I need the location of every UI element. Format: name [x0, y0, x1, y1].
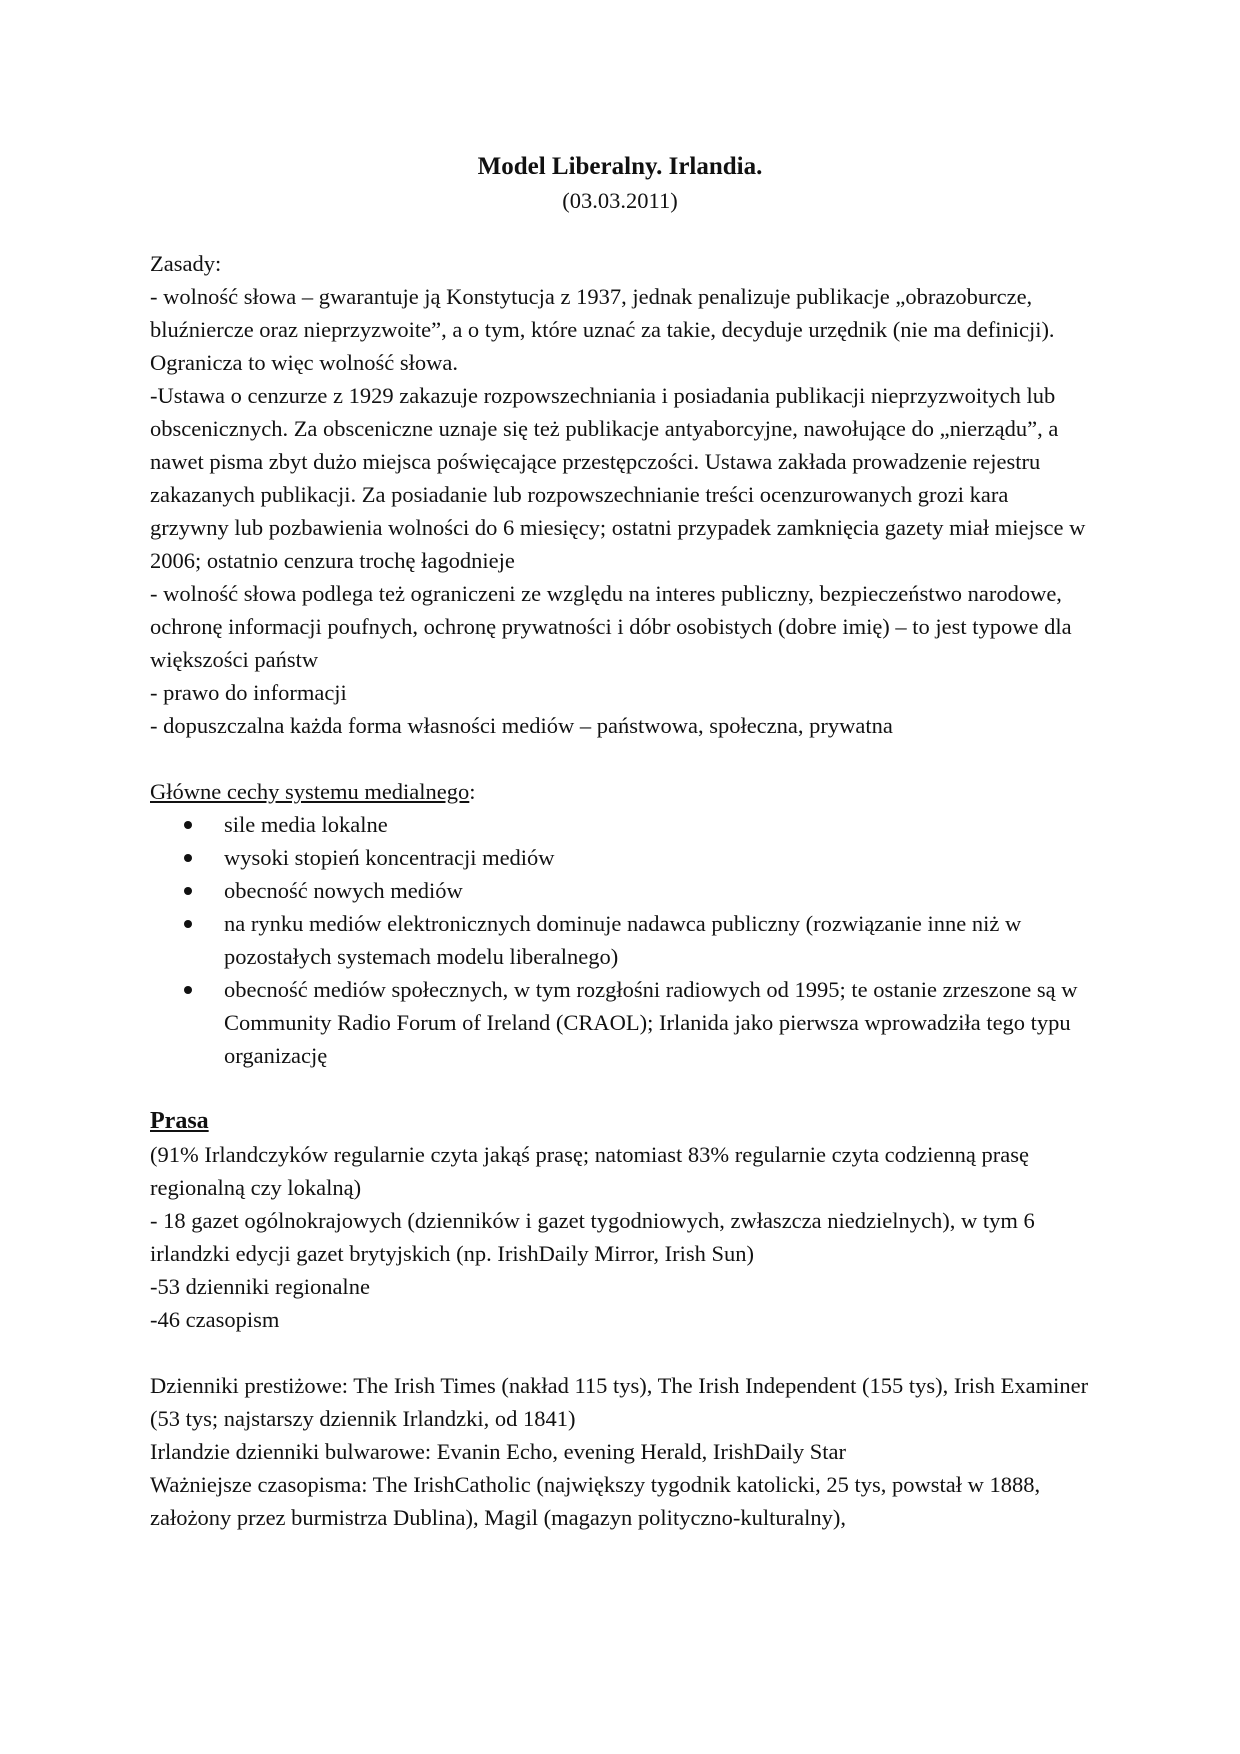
- prasa-line: -46 czasopism: [150, 1307, 280, 1332]
- document-date: (03.03.2011): [562, 188, 678, 213]
- prasa-line: (91% Irlandczyków regularnie czyta jakąś prasę; natomiast 83% regularnie czyta codzienną prasę regionalną czy lokalną): [150, 1142, 1029, 1200]
- cechy-heading-text: Główne cechy systemu medialnego: [150, 779, 470, 804]
- zasady-line: -Ustawa o cenzurze z 1929 zakazuje rozpowszechniania i posiadania publikacji nieprzyzwoitych lub obscenicznych. Za obsceniczne uznaje się też publikacje antyaborcyjne, nawołujące do „nierządu”, a nawet pisma zbyt dużo miejsca poświęcające przestępczości. Ustawa zakłada prowadzenie rejestru zakazanych publikacji. Za posiadanie lub rozpowszechnianie treści ocenzurowanych grozi kara grzywny lub pozbawienia wolności do 6 miesięcy; ostatni przypadek zamknięcia gazety miał miejsce w 2006; ostatnio cenzura trochę łagodnieje: [150, 383, 1086, 573]
- zasady-line: - wolność słowa podlega też ograniczeni ze względu na interes publiczny, bezpieczeństwo narodowe, ochronę informacji poufnych, ochronę prywatności i dóbr osobistych (dobre imię) – to jest typowe dla większości państw: [150, 581, 1072, 672]
- list-item: obecność mediów społecznych, w tym rozgłośni radiowych od 1995; te ostanie zrzeszone są w Community Radio Forum of Ireland (CRAOL); Irlanida jako pierwsza wprowadziła tego typu organizację: [224, 973, 1090, 1072]
- prasa-line: - 18 gazet ogólnokrajowych (dzienników i gazet tygodniowych, zwłaszcza niedzielnych), w tym 6 irlandzki edycji gazet brytyjskich (np. IrishDaily Mirror, Irish Sun): [150, 1208, 1035, 1266]
- spacer: [150, 742, 1090, 775]
- zasady-heading: Zasady:: [150, 251, 222, 276]
- cechy-section: [150, 775, 1090, 1072]
- spacer: [150, 1072, 1090, 1105]
- dzienniki-line: Irlandzie dzienniki bulwarowe: Evanin Echo, evening Herald, IrishDaily Star: [150, 1439, 847, 1464]
- list-item: obecność nowych mediów: [224, 874, 1090, 907]
- cechy-heading-colon: :: [469, 779, 476, 804]
- document-title: Model Liberalny. Irlandia.: [477, 153, 763, 180]
- document-page: [150, 150, 1090, 1534]
- cechy-heading: [150, 775, 1090, 808]
- zasady-line: - prawo do informacji: [150, 680, 347, 705]
- spacer: [150, 1336, 1090, 1369]
- prasa-section: [150, 1105, 1090, 1534]
- dzienniki-line: Dzienniki prestiżowe: The Irish Times (nakład 115 tys), The Irish Independent (155 tys), Irish Examiner (53 tys; najstarszy dziennik Irlandzki, od 1841): [150, 1373, 1089, 1431]
- prasa-line: -53 dzienniki regionalne: [150, 1274, 370, 1299]
- prasa-heading: Prasa: [150, 1108, 209, 1134]
- zasady-line: - wolność słowa – gwarantuje ją Konstytucja z 1937, jednak penalizuje publikacje „obrazoburcze, bluźniercze oraz nieprzyzwoite”, a o tym, które uznać za takie, decyduje urzędnik (nie ma definicji). Ogranicza to więc wolność słowa.: [150, 284, 1055, 375]
- list-item: wysoki stopień koncentracji mediów: [224, 841, 1090, 874]
- list-item: sile media lokalne: [224, 808, 1090, 841]
- list-item: na rynku mediów elektronicznych dominuje nadawca publiczny (rozwiązanie inne niż w pozostałych systemach modelu liberalnego): [224, 907, 1090, 973]
- zasady-section: [150, 247, 1090, 742]
- dzienniki-line: Ważniejsze czasopisma: The IrishCatholic (największy tygodnik katolicki, 25 tys, powstał w 1888, założony przez burmistrza Dublina), Magil (magazyn polityczno-kulturalny),: [150, 1472, 1041, 1530]
- cechy-list: [150, 808, 1090, 1072]
- zasady-line: - dopuszczalna każda forma własności mediów – państwowa, społeczna, prywatna: [150, 713, 893, 738]
